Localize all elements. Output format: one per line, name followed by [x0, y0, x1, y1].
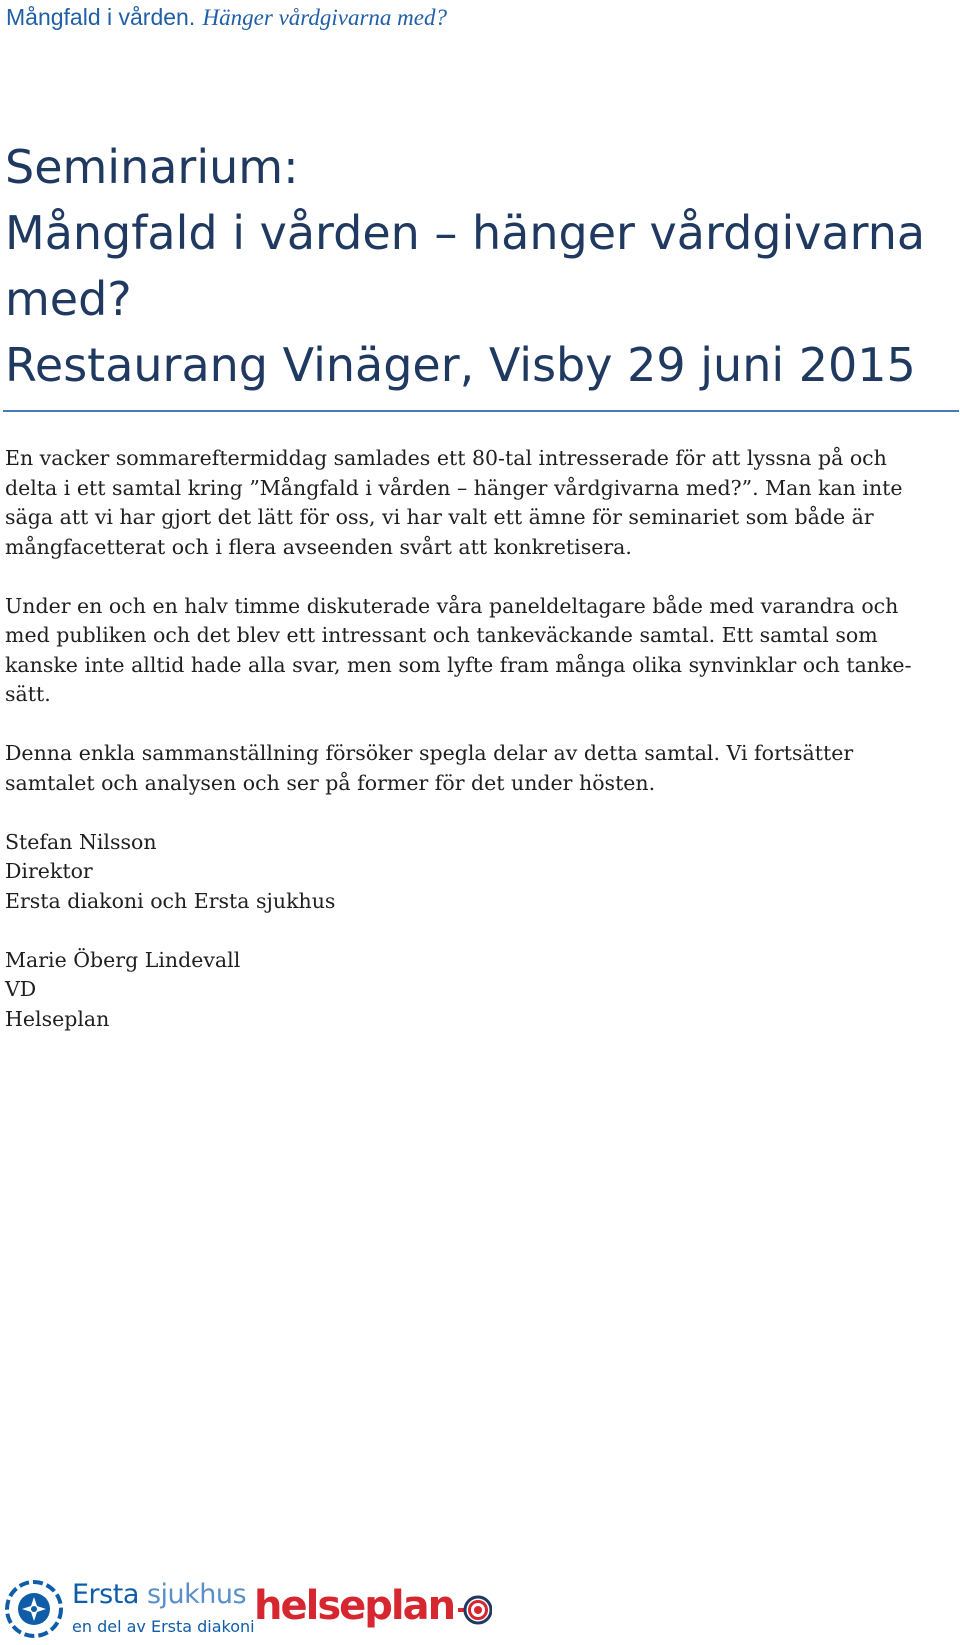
footer-logos [4, 1573, 504, 1641]
running-header [6, 4, 447, 31]
signatory-organization: Ersta diakoni och Ersta sjukhus [5, 888, 336, 913]
signatory-title: VD [5, 977, 37, 1001]
paragraph-line: med publiken och det blev ett intressant och tankeväckande samtal. Ett samtal som [5, 623, 878, 647]
paragraph-line: Denna enkla sammanställning försöker spegla delar av detta samtal. Vi fortsätter [5, 741, 854, 765]
helseplan-logo [254, 1581, 504, 1637]
paragraph-line: sätt. [5, 682, 51, 706]
ersta-sjukhus-logo [4, 1573, 255, 1641]
title-divider [3, 410, 959, 412]
document-title [5, 134, 955, 398]
paragraph-line: mångfacetterat och i flera avseenden svårt att konkretisera. [5, 534, 632, 559]
title-line-2: Mångfald i vården – hänger vårdgivarna [5, 206, 926, 260]
document-body [5, 444, 953, 1064]
paragraph-line: delta i ett samtal kring ”Mångfald i vården – hänger vårdgivarna med?”. Man kan inte [5, 475, 903, 500]
running-header-title: Mångfald i vården. [6, 4, 196, 30]
ersta-wordmark [72, 1579, 246, 1610]
signatory-organization: Helseplan [5, 1006, 110, 1031]
signatory-name: Stefan Nilsson [5, 829, 157, 854]
helseplan-wordmark: helseplan [254, 1583, 455, 1629]
paragraph-summary [5, 739, 953, 798]
target-icon [458, 1593, 492, 1627]
paragraph-intro [5, 444, 953, 562]
signatory-name: Marie Öberg Lindevall [5, 947, 241, 972]
signatory-title: Direktor [5, 859, 93, 883]
paragraph-line: säga att vi har gjort det lätt för oss, vi har valt ett ämne för seminariet som både är [5, 505, 874, 529]
ersta-wordmark-part1: Ersta [72, 1579, 139, 1610]
paragraph-line: kanske inte alltid hade alla svar, men som lyfte fram många olika synvinklar och tanke- [5, 652, 912, 677]
ersta-tagline: en del av Ersta diakoni [72, 1617, 255, 1636]
paragraph-discussion [5, 592, 953, 710]
running-header-subtitle: Hänger vårdgivarna med? [202, 5, 447, 30]
ersta-wordmark-part2: sjukhus [146, 1579, 247, 1610]
signature-block-helseplan [5, 946, 953, 1035]
ersta-emblem-icon [4, 1579, 64, 1639]
signature-block-ersta [5, 828, 953, 917]
paragraph-line: En vacker sommareftermiddag samlades ett 80-tal intresserade för att lyssna på och [5, 446, 887, 470]
title-line-3: med? [5, 272, 132, 326]
paragraph-line: Under en och en halv timme diskuterade våra paneldeltagare både med varandra och [5, 593, 899, 618]
title-line-1: Seminarium: [5, 140, 299, 194]
title-line-4: Restaurang Vinäger, Visby 29 juni 2015 [5, 338, 916, 392]
paragraph-line: samtalet och analysen och ser på former för det under hösten. [5, 770, 656, 795]
